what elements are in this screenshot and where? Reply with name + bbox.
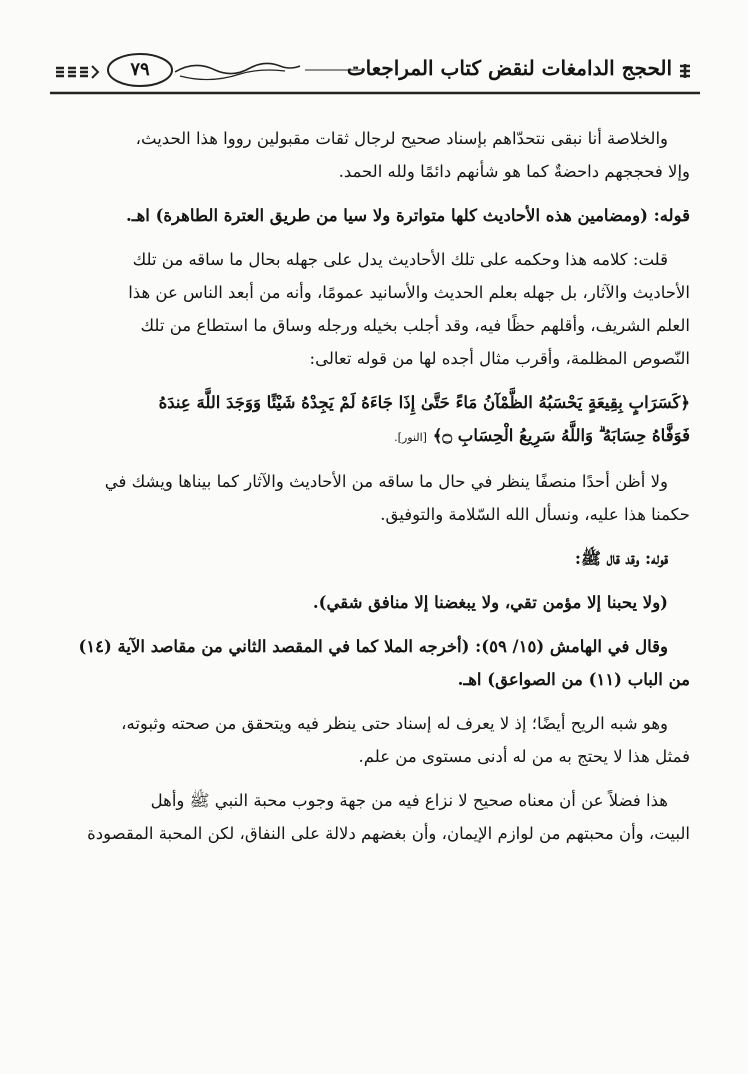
text-line: وقال في الهامش (١٥/ ٥٩): (أخرجه الملا كما في المقصد الثاني من مقاصد الآية (١٤) [78,637,668,656]
text-line: وهو شبه الريح أيضًا؛ إذ لا يعرف له إسناد حتى ينظر فيه ويتحقق من صحته وثبوته، [121,714,668,733]
paragraph-quote-hadith-intro [60,542,690,575]
paragraph-fairness [60,465,690,531]
text-line: قلت: كلامه هذا وحكمه على تلك الأحاديث يدل على جهله بحال ما ساقه من تلك [132,250,668,269]
text-line: النّصوص المظلمة، وأقرب مثال أجده لها من قوله تعالى: [309,349,690,368]
text-line: ولا أظن أحدًا منصفًا ينظر في حال ما ساقه من الأحاديث والآثار كما بيناها ويشك في [104,472,668,491]
paragraph-no-chain [60,707,690,773]
page-header [50,46,700,98]
text-line: فمثل هذا لا يحتج به من له أدنى مستوى من علم. [358,747,690,766]
book-title: الحجج الدامغات لنقض كتاب المراجعات [346,56,672,80]
quran-text-line: ﴿كَسَرَابٍ بِقِيعَةٍ يَحْسَبُهُ الظَّمْآنُ مَاءً حَتَّىٰ إِذَا جَاءَهُ لَمْ يَجِدْهُ شَيْئًا وَوَجَدَ اللَّهَ عِندَهُ [158,393,690,412]
page-number: ٧٩ [130,59,150,80]
paragraph-conclusion [60,122,690,188]
paragraph-hadith [60,586,690,619]
text-line: والخلاصة أنا نبقى نتحدّاهم بإسناد صحيح لرجال ثقات مقبولين رووا هذا الحديث، [135,129,668,148]
quran-verse [60,386,690,454]
text-line: الأحاديث والآثار، بل جهله بعلم الحديث والأسانيد عمومًا، وأنه من أبعد الناس عن هذا [128,283,690,302]
page-body [60,122,690,850]
quran-text-line: فَوَفَّاهُ حِسَابَهُ ۗ وَاللَّهُ سَرِيعُ الْحِسَابِ ۝﴾ [432,426,690,445]
paragraph-footnote-quote [60,630,690,696]
text-line: العلم الشريف، وأقلهم حظًا فيه، وقد أجلب بخيله ورجله وساق ما استطاع من تلك [140,316,690,335]
paragraph-response [60,243,690,375]
paragraph-meaning [60,784,690,850]
text-line: قوله: (ومضامين هذه الأحاديث كلها متواترة ولا سيا من طريق العترة الطاهرة) اهـ. [125,206,690,225]
text-line: حكمنا هذا عليه، ونسأل الله السّلامة والتوفيق. [380,505,690,524]
quran-reference: [النور]. [394,431,427,444]
text-line: (ولا يحبنا إلا مؤمن تقي، ولا يبغضنا إلا منافق شقي). [312,593,668,612]
text-line: البيت، وأن محبتهم من لوازم الإيمان، وأن بغضهم دلالة على النفاق، لكن المحبة المقصودة [87,824,690,843]
text-line: هذا فضلاً عن أن معناه صحيح لا نزاع فيه من جهة وجوب محبة النبي ﷺ وأهل [150,791,668,810]
text-line: قوله: وقد قال ﷺ: [574,549,668,568]
paragraph-quote-claim [60,199,690,232]
text-line: من الباب (١١) من الصواعق) اهـ. [457,670,690,689]
text-line: وإلا فحججهم داحضةٌ كما هو شأنهم دائمًا ولله الحمد. [338,162,690,181]
